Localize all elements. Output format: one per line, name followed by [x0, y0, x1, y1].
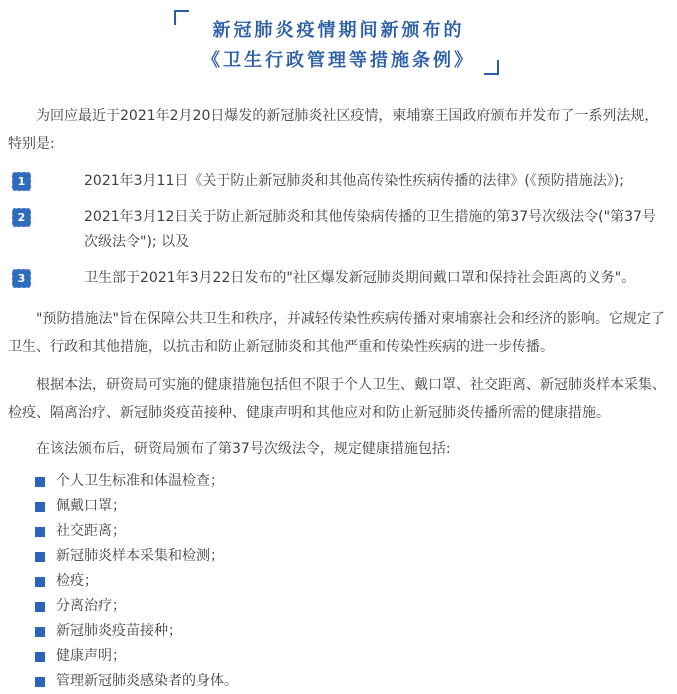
bullet-item-text: 新冠肺炎样本采集和检测；: [56, 548, 224, 564]
bullet-square-icon: [35, 552, 45, 562]
subdecree-paragraph: 在该法颁布后，研资局颁布了第37号次级法令，规定健康措施包括:: [36, 441, 451, 457]
bullet-item: [8, 469, 669, 494]
numbered-list: [8, 169, 669, 291]
numbered-item-text: 2021年3月11日《关于防止新冠肺炎和其他高传染性疾病传播的法律》(《预防措施法》);: [84, 173, 624, 189]
corner-bracket-bottom-right-icon: [484, 60, 499, 75]
number-badge: 2: [12, 208, 31, 227]
bullet-square-icon: [35, 602, 45, 612]
bullet-square-icon: [35, 652, 45, 662]
bullet-item-text: 个人卫生标准和体温检查；: [56, 473, 224, 489]
corner-bracket-top-left-icon: [174, 10, 189, 25]
bullet-item-text: 分离治疗；: [56, 598, 126, 614]
page-title-line1: 新冠肺炎疫情期间新颁布的: [212, 20, 465, 41]
number-badge: 1: [12, 172, 31, 191]
bullet-square-icon: [35, 677, 45, 687]
document-body: [0, 102, 677, 694]
numbered-item-2: [8, 205, 669, 255]
bullet-item: [8, 519, 669, 544]
bullet-square-icon: [35, 527, 45, 537]
intro-paragraph: 为回应最近于2021年2月20日爆发的新冠肺炎社区疫情，柬埔寨王国政府颁布并发布了一系列法规，特别是:: [8, 108, 659, 152]
health-measures-paragraph: 根据本法，研资局可实施的健康措施包括但不限于个人卫生、戴口罩、社交距离、新冠肺炎样本采集、检疫、隔离治疗、新冠肺炎疫苗接种、健康声明和其他应对和防止新冠肺炎传播所需的健康措施。: [8, 377, 666, 421]
bullet-item-text: 检疫；: [56, 573, 98, 589]
bullet-item: [8, 669, 669, 694]
bullet-item-text: 社交距离；: [56, 523, 126, 539]
bullet-item: [8, 644, 669, 669]
page-title: [202, 16, 475, 76]
bullet-square-icon: [35, 477, 45, 487]
page-title-line2: 《卫生行政管理等措施条例》: [202, 50, 475, 71]
bullet-item-text: 健康声明；: [56, 648, 126, 664]
bullet-item: [8, 619, 669, 644]
numbered-item-3: [8, 266, 669, 291]
bullet-square-icon: [35, 577, 45, 587]
bullet-list: [8, 469, 669, 694]
bullet-square-icon: [35, 502, 45, 512]
numbered-item-1: [8, 169, 669, 194]
bullet-item: [8, 544, 669, 569]
bullet-item: [8, 494, 669, 519]
numbered-item-text: 卫生部于2021年3月22日发布的"社区爆发新冠肺炎期间戴口罩和保持社会距离的义务"。: [84, 270, 636, 286]
bullet-item-text: 新冠肺炎疫苗接种；: [56, 623, 182, 639]
number-badge: 3: [12, 269, 31, 288]
bullet-item: [8, 594, 669, 619]
bullet-square-icon: [35, 627, 45, 637]
bullet-item-text: 管理新冠肺炎感染者的身体。: [56, 673, 238, 689]
bullet-item-text: 佩戴口罩；: [56, 498, 126, 514]
bullet-item: [8, 569, 669, 594]
title-section: [0, 0, 677, 76]
prevention-law-paragraph: "预防措施法"旨在保障公共卫生和秩序，并减轻传染性疾病传播对柬埔寨社会和经济的影响。它规定了卫生、行政和其他措施，以抗击和防止新冠肺炎和其他严重和传染性疾病的进一步传播。: [8, 311, 665, 355]
numbered-item-text: 2021年3月12日关于防止新冠肺炎和其他传染病传播的卫生措施的第37号次级法令("第37号次级法令"); 以及: [84, 209, 656, 250]
